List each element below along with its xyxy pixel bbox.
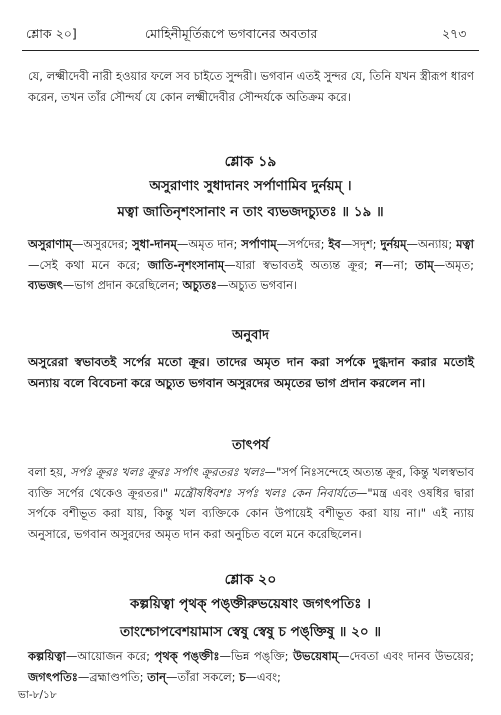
synonym-term: অচ্যুতঃ — [182, 278, 217, 292]
synonym-meaning: —ব্রহ্মাণ্ডপতি; — [77, 669, 148, 684]
header-page-number: ২৭৩ — [442, 26, 467, 41]
synonym-term: চ — [239, 669, 246, 684]
header-verse-ref: শ্লোক ২০] — [26, 26, 77, 41]
verse19-line2: মত্বা জাতিনৃশংসানাং ন তাং ব্যভজদচ্যুতঃ ॥ ১৯ ॥ — [117, 204, 384, 220]
synonym-term: তান্‌ — [147, 669, 167, 684]
synonym-meaning: —সেই কথা মনে করে; — [28, 257, 148, 272]
sanskrit-quote: মন্ত্রৌষধিবশঃ সর্পঃ খলঃ কেন নিবার্যতে — [173, 485, 356, 500]
sanskrit-quote: সর্পঃ ক্রূরঃ খলঃ ক্রূরঃ সর্পাৎ ক্রূরতরঃ খলঃ — [70, 465, 265, 479]
synonym-meaning: —যারা স্বভাবতই অত্যন্ত ক্রূর; — [224, 257, 376, 272]
synonym-term: সুধা-দানম্‌ — [132, 237, 177, 251]
verse19-synonyms — [28, 234, 474, 296]
verse20-heading: শ্লোক ২০ — [224, 572, 277, 588]
synonym-term: ইব — [328, 237, 341, 251]
synonym-meaning: —ভাগ প্রদান করেছিলেন; — [62, 278, 183, 292]
synonym-term: ন — [375, 257, 383, 272]
synonym-term: অসুরাণাম্‌ — [28, 237, 72, 251]
synonym-term: তাম্‌ — [415, 257, 434, 272]
synonym-term: সর্পাণাম্‌ — [241, 237, 277, 251]
purport-text: —"সর্প নিঃসন্দেহে অত্যন্ত ক্রূর, কিন্তু খলস্বভাব ব্যক্তি সর্পের থেকেও ক্রূরতর।" — [28, 465, 475, 500]
verse20-line1: কল্পয়িত্বা পৃথক্‌ পঙ্‌ক্তীরুভয়েষাং জগৎপতিঃ । — [130, 596, 371, 612]
synonym-term: পৃথক্‌ পঙ্‌ক্তীঃ — [154, 649, 220, 663]
synonym-meaning: —তাঁরা সকলে; — [166, 669, 240, 684]
synonym-meaning: —অমৃত দান; — [176, 237, 242, 251]
synonym-term: উভয়েষাম্‌ — [293, 649, 339, 663]
verse19-line1: অসুরাণাং সুধাদানং সর্পাণামিব দুর্নয়ম্‌ । — [149, 178, 352, 194]
translation-paragraph: অসুরেরা স্বভাবতই সর্পের মতো ক্রূর। তাদের অমৃত দান করা সর্পকে দুগ্ধদান করার মতোই অন্যায় বলে বিবেচনা করে অচ্যুত ভগবান অসুরদের অমৃতের ভাগ প্রদান করলেন না। — [28, 355, 474, 390]
purport-text: —"মন্ত্র এবং ওষধির দ্বারা সর্পকে বশীভূত করা যায়, কিন্তু খল ব্যক্তিকে কোন উপায়েই বশীভূত করা যায় না।" এই ন্যায় অনুসারে, ভগবান অসুরদের অমৃত দান করা অনুচিত বলে মনে করেছিলেন। — [28, 485, 474, 541]
synonym-meaning: —দেবতা এবং দানব উভয়ের; — [338, 649, 475, 663]
synonym-term: জাতি-নৃশংসানাম্‌ — [147, 257, 225, 272]
synonym-meaning: —অমৃত; — [433, 257, 475, 272]
synonym-meaning: —অসুরদের; — [71, 237, 133, 251]
synonym-meaning: —সর্পদের; — [276, 237, 329, 251]
header-chapter-title: মোহিনীমূর্তিরূপে ভগবানের অবতার — [145, 26, 318, 41]
synonym-meaning: —অচ্যুত ভগবান। — [216, 278, 298, 292]
purport-heading: তাৎপর্য — [232, 438, 269, 453]
footer-signature: ভা-৮/১৮ — [18, 689, 57, 701]
synonym-term: ব্যভজৎ — [28, 278, 63, 292]
synonym-meaning: —এবং; — [245, 669, 281, 684]
synonym-meaning: —আয়োজন করে; — [65, 649, 155, 663]
synonym-term: কল্পয়িত্বা — [28, 649, 66, 663]
translation-heading: অনুবাদ — [232, 328, 269, 343]
synonym-meaning: —অন্যায়; — [406, 237, 457, 251]
synonym-term: মত্বা — [456, 237, 474, 251]
synonym-term: দুর্নয়ম্‌ — [380, 237, 407, 251]
purport-paragraph — [28, 462, 474, 544]
synonym-meaning: —ভিন্ন পঙ্‌ক্তি; — [219, 649, 294, 663]
verse20-line2: তাংশ্চোপবেশয়ামাস স্বেষু স্বেষু চ পঙ্‌ক্তিষু ॥ ২০ ॥ — [120, 624, 381, 640]
verse19-heading: শ্লোক ১৯ — [224, 154, 277, 170]
synonym-term: জগৎপতিঃ — [28, 669, 78, 684]
verse20-synonyms — [28, 646, 474, 687]
header-rule — [22, 50, 479, 51]
synonym-meaning: —না; — [382, 257, 416, 272]
intro-paragraph: যে, লক্ষ্মীদেবী নারী হওয়ার ফলে সব চাইতে সুন্দরী। ভগবান এতই সুন্দর যে, তিনি যখন স্ত্রীরূপ ধারণ করেন, তখন তাঁর সৌন্দর্য যে কোন লক্ষ্মীদেবীর সৌন্দর্যকে অতিক্রম করে। — [28, 69, 474, 104]
synonym-meaning: —সদৃশ; — [340, 237, 381, 251]
purport-text: বলা হয়, — [28, 465, 71, 479]
